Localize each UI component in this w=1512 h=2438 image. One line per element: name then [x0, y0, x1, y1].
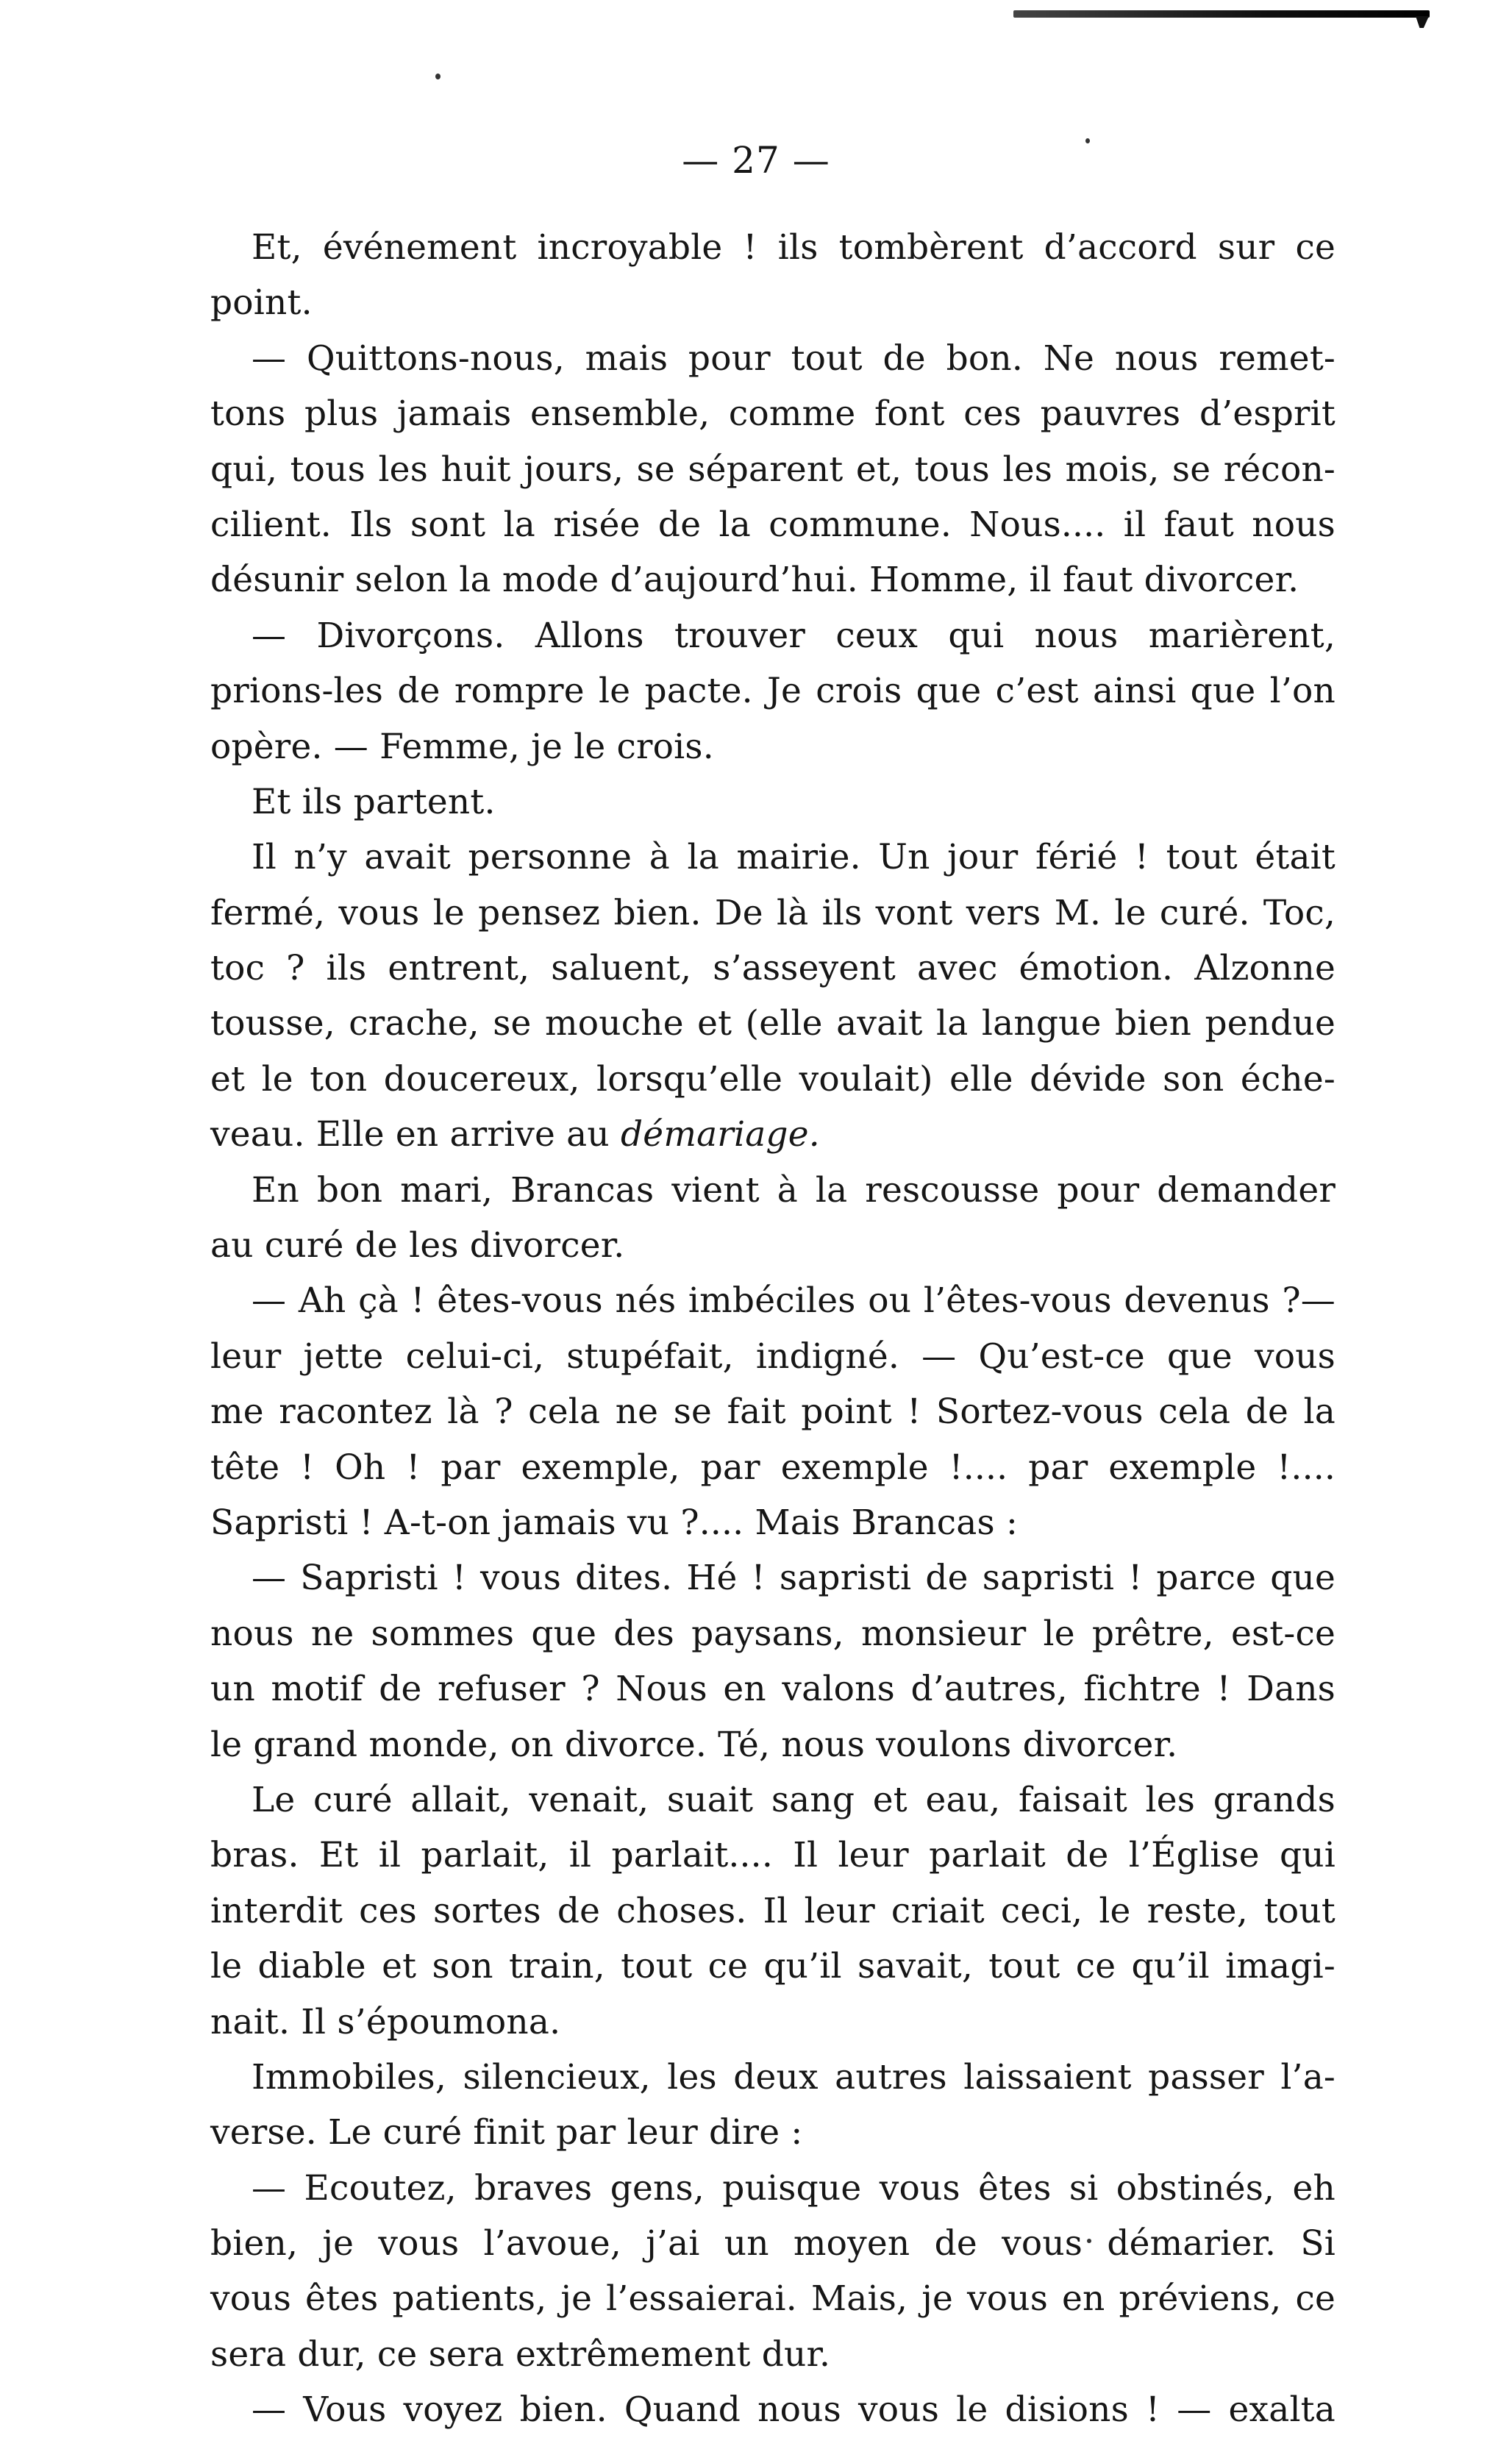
text-line-content: leur jette celui-ci, stupéfait, indigné. — Qu’est-ce que vous [210, 1336, 1336, 1377]
text-line-content: qui, tous les huit jours, se séparent et, tous les mois, se récon- [210, 449, 1336, 490]
text-line [210, 2161, 1336, 2216]
text-line [210, 1107, 1336, 1162]
text-line [210, 386, 1336, 441]
text-line-content: — Vous voyez bien. Quand nous vous le disions ! — exalta [252, 2389, 1336, 2431]
text-line [210, 552, 1336, 607]
text-line [210, 941, 1336, 996]
text-line [210, 1273, 1336, 1328]
text-line [210, 2216, 1336, 2271]
text-line-content: — Ah çà ! êtes-vous nés imbéciles ou l’êtes-vous devenus ?— [252, 1280, 1336, 1322]
text-line [210, 1995, 1336, 2050]
page-number: — 27 — [682, 139, 830, 182]
text-line-content: tons plus jamais ensemble, comme font ces pauvres d’esprit [210, 393, 1336, 435]
text-line [210, 1495, 1336, 1550]
text-line-content: point. [210, 282, 313, 324]
text-line [210, 2382, 1336, 2437]
text-line [210, 1939, 1336, 1994]
italic-word: démariage. [621, 1114, 820, 1155]
text-line-content: me racontez là ? cela ne se fait point ! Sortez-vous cela de la [210, 1391, 1336, 1433]
text-line-content: tête ! Oh ! par exemple, par exemple !.... par exemple !.... [210, 1447, 1336, 1488]
text-line-content: — Ecoutez, braves gens, puisque vous êtes si obstinés, eh [252, 2167, 1336, 2209]
text-line [210, 220, 1336, 275]
text-line-content: Le curé allait, venait, suait sang et eau, faisait les grands [252, 1779, 1336, 1820]
text-line [210, 1052, 1336, 1107]
text-line [210, 1772, 1336, 1828]
text-line [210, 1218, 1336, 1273]
text-line [210, 2271, 1336, 2326]
text-line [210, 663, 1336, 719]
body-text [210, 220, 1336, 2438]
text-line-content: prions-les de rompre le pacte. Je crois que c’est ainsi que l’on [210, 671, 1336, 712]
text-line-content: au curé de les divorcer. [210, 1225, 625, 1266]
text-line [210, 1717, 1336, 1772]
text-line-content: tousse, crache, se mouche et (elle avait la langue bien pendue [210, 1003, 1336, 1044]
text-line-content: fermé, vous le pensez bien. De là ils vont vers M. le curé. Toc, [210, 892, 1336, 933]
text-line [210, 719, 1336, 774]
text-line-content: opère. — Femme, je le crois. [210, 726, 714, 767]
text-line [210, 497, 1336, 552]
text-line-content: En bon mari, Brancas vient à la rescousse pour demander [252, 1169, 1336, 1211]
text-line [210, 1606, 1336, 1661]
text-line-content: et le ton doucereux, lorsqu’elle voulait) elle dévide son éche- [210, 1058, 1336, 1099]
text-line [210, 885, 1336, 941]
text-line [210, 1828, 1336, 1883]
text-line-content: Sapristi ! A-t-on jamais vu ?.... Mais Brancas : [210, 1502, 1019, 1543]
text-line [210, 442, 1336, 497]
text-line-content: bien, je vous l’avoue, j’ai un moyen de vous démarier. Si [210, 2223, 1336, 2264]
text-line-content: toc ? ils entrent, saluent, s’asseyent avec émotion. Alzonne [210, 948, 1336, 989]
text-line-content: le grand monde, on divorce. Té, nous voulons divorcer. [210, 1724, 1178, 1765]
text-line [210, 275, 1336, 330]
text-line-content: interdit ces sortes de choses. Il leur criait ceci, le reste, tout [210, 1890, 1336, 1931]
text-line [210, 1329, 1336, 1384]
text-line-content: — Sapristi ! vous dites. Hé ! sapristi de sapristi ! parce que [252, 1558, 1336, 1599]
text-line-content: Immobiles, silencieux, les deux autres laissaient passer l’a- [252, 2056, 1336, 2097]
text-line-content: sera dur, ce sera extrêmement dur. [210, 2334, 831, 2375]
text-line [210, 331, 1336, 386]
text-line [210, 1550, 1336, 1605]
text-line [210, 1883, 1336, 1939]
text-line [210, 1440, 1336, 1495]
text-line-content: un motif de refuser ? Nous en valons d’autres, fichtre ! Dans [210, 1669, 1336, 1710]
text-line-content: Il n’y avait personne à la mairie. Un jour férié ! tout était [252, 837, 1336, 878]
text-line-content: vous êtes patients, je l’essaierai. Mais, je vous en préviens, ce [210, 2278, 1336, 2320]
text-line-content: nait. Il s’époumona. [210, 2001, 561, 2042]
text-line-content: nous ne sommes que des paysans, monsieur le prêtre, est-ce [210, 1613, 1336, 1654]
text-line-content: désunir selon la mode d’aujourd’hui. Homme, il faut divorcer. [210, 560, 1299, 601]
text-line-content: verse. Le curé finit par leur dire : [210, 2112, 803, 2153]
text-line-content: veau. Elle en arrive au [210, 1114, 621, 1155]
text-line-content: Et ils partent. [252, 781, 496, 822]
text-line [210, 1384, 1336, 1439]
text-line [210, 830, 1336, 885]
ink-speck [435, 74, 441, 79]
text-line [210, 608, 1336, 663]
text-line [210, 2327, 1336, 2382]
text-line [210, 1661, 1336, 1717]
text-line [210, 2050, 1336, 2105]
top-rule-mark [1416, 16, 1429, 28]
text-line-content: cilient. Ils sont la risée de la commune. Nous.... il faut nous [210, 504, 1336, 545]
text-line [210, 2105, 1336, 2160]
top-rule [1013, 10, 1430, 18]
text-line-content: — Divorçons. Allons trouver ceux qui nous marièrent, [252, 615, 1336, 656]
text-line [210, 1163, 1336, 1218]
text-line [210, 996, 1336, 1051]
text-line-content: — Quittons-nous, mais pour tout de bon. Ne nous remet- [252, 338, 1336, 379]
text-line-content: bras. Et il parlait, il parlait.... Il leur parlait de l’Église qui [210, 1835, 1336, 1876]
text-line-content: Et, événement incroyable ! ils tombèrent d’accord sur ce [252, 227, 1336, 268]
text-line-content: le diable et son train, tout ce qu’il savait, tout ce qu’il imagi- [210, 1946, 1336, 1987]
text-line [210, 774, 1336, 830]
